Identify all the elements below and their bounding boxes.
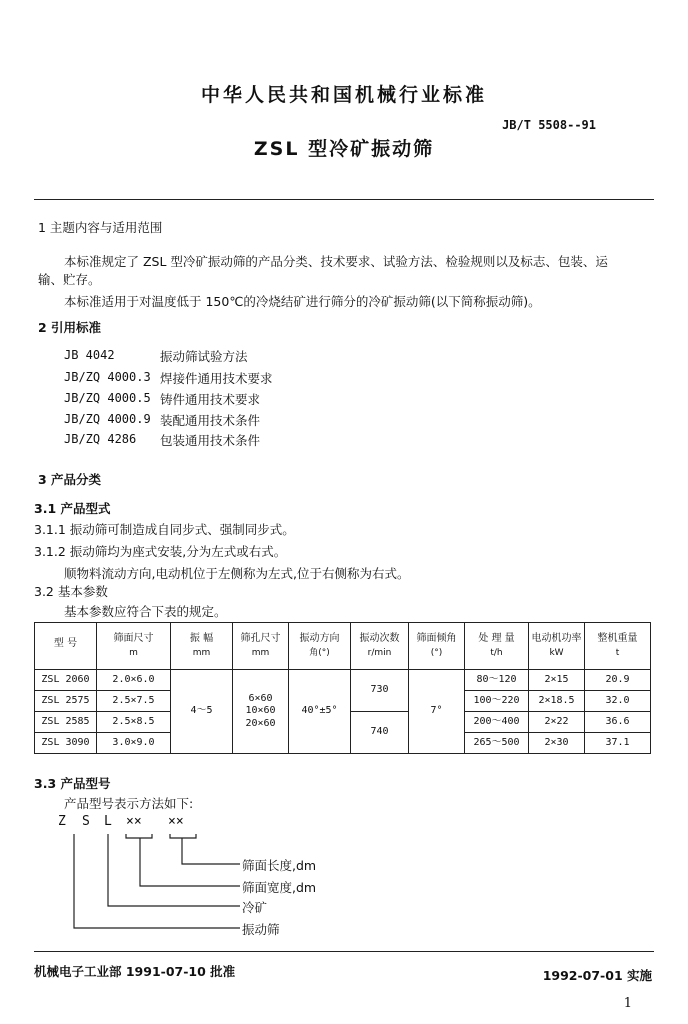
section-3-2-text: 基本参数应符合下表的规定。	[64, 604, 227, 619]
basic-parameters-table	[34, 622, 651, 754]
leader-screen-line	[74, 834, 240, 928]
col-header-motor-power: 电动机功率 kW	[529, 623, 585, 670]
hole-size-value: 10×60	[245, 705, 276, 717]
section-3-2-heading: 3.2 基本参数	[34, 584, 108, 599]
page-number: 1	[623, 996, 632, 1011]
bracket-width-line	[126, 834, 152, 838]
model-code-letter: ××	[126, 814, 142, 829]
col-header-capacity: 处 理 量 t/h	[465, 623, 529, 670]
ref-title: 装配通用技术条件	[160, 413, 261, 428]
model-code-letter: S	[82, 814, 90, 829]
cell-screen-size: 2.0×6.0	[97, 670, 171, 691]
section-3-1-heading: 3.1 产品型式	[34, 501, 111, 516]
col-header-amplitude: 振 幅 mm	[171, 623, 233, 670]
cell-weight: 36.6	[585, 712, 651, 733]
model-code-letter: L	[104, 814, 112, 829]
section-3-1-2: 3.1.2 振动筛均为座式安装,分为左式或右式。	[34, 544, 287, 559]
section-1-paragraph-1-cont: 输、贮存。	[38, 272, 101, 287]
cell-motor-power: 2×30	[529, 733, 585, 754]
leader-length-line	[182, 838, 240, 864]
cell-incline: 7°	[409, 670, 465, 754]
hole-size-value: 6×60	[248, 692, 273, 704]
model-code-letter: Z	[58, 814, 66, 829]
section-3-3-heading: 3.3 产品型号	[34, 776, 111, 791]
section-3-3-text: 产品型号表示方法如下:	[64, 796, 194, 811]
ref-title: 焊接件通用技术要求	[160, 371, 273, 386]
ref-code: JB/ZQ 4000.5	[64, 391, 151, 405]
cell-model: ZSL 3090	[35, 733, 97, 754]
leader-width-line	[140, 838, 240, 886]
cell-screen-size: 3.0×9.0	[97, 733, 171, 754]
section-1-paragraph-1: 本标准规定了 ZSL 型冷矿振动筛的产品分类、技术要求、试验方法、检验规则以及标志、包装、运	[64, 254, 608, 269]
col-header-vibration-frequency: 振动次数 r/min	[351, 623, 409, 670]
approval-statement: 机械电子工业部 1991-07-10 批准	[34, 964, 236, 979]
col-header-screen-size: 筛面尺寸 m	[97, 623, 171, 670]
ref-title: 铸件通用技术要求	[160, 392, 261, 407]
model-code-label: 筛面长度,dm	[242, 858, 317, 873]
cell-capacity: 80～120	[465, 670, 529, 691]
ref-code: JB/ZQ 4286	[64, 432, 137, 446]
effective-date: 1992-07-01 实施	[542, 968, 652, 983]
table-header-row	[35, 623, 651, 670]
col-header-screen-incline: 筛面倾角 (°)	[409, 623, 465, 670]
section-3-1-1: 3.1.1 振动筛可制造成自同步式、强制同步式。	[34, 522, 295, 537]
col-header-model: 型 号	[35, 623, 97, 670]
document-title: ZSL 型冷矿振动筛	[253, 138, 435, 160]
cell-weight: 20.9	[585, 670, 651, 691]
col-header-hole-size: 筛孔尺寸 mm	[233, 623, 289, 670]
leader-cold-ore-line	[108, 834, 240, 906]
cell-motor-power: 2×15	[529, 670, 585, 691]
model-code-letter: ××	[168, 814, 184, 829]
cell-capacity: 265～500	[465, 733, 529, 754]
ref-code: JB/ZQ 4000.9	[64, 412, 151, 426]
bracket-length-line	[170, 834, 196, 838]
cell-model: ZSL 2585	[35, 712, 97, 733]
ref-title: 包装通用技术条件	[160, 433, 261, 448]
cell-frequency: 740	[351, 712, 409, 754]
section-3-heading: 3 产品分类	[38, 472, 102, 487]
table-row	[35, 670, 651, 691]
cell-weight: 37.1	[585, 733, 651, 754]
cell-vibration-direction: 40°±5°	[289, 670, 351, 754]
cell-capacity: 100～220	[465, 691, 529, 712]
cell-screen-size: 2.5×7.5	[97, 691, 171, 712]
cell-capacity: 200～400	[465, 712, 529, 733]
ref-title: 振动筛试验方法	[160, 349, 248, 364]
cell-model: ZSL 2575	[35, 691, 97, 712]
footer-rule	[34, 951, 654, 952]
col-header-weight: 整机重量 t	[585, 623, 651, 670]
cell-screen-size: 2.5×8.5	[97, 712, 171, 733]
model-code-label: 冷矿	[242, 900, 268, 915]
model-code-label: 振动筛	[242, 922, 280, 937]
header-rule	[34, 199, 654, 200]
cell-model: ZSL 2060	[35, 670, 97, 691]
cell-hole-size	[233, 670, 289, 754]
ref-code: JB 4042	[64, 348, 115, 362]
model-code-label: 筛面宽度,dm	[242, 880, 317, 895]
col-header-vibration-direction: 振动方向 角(°)	[289, 623, 351, 670]
section-2-heading: 2 引用标准	[38, 320, 102, 335]
hole-size-value: 20×60	[245, 717, 276, 729]
cell-frequency: 730	[351, 670, 409, 712]
cell-amplitude: 4～5	[171, 670, 233, 754]
section-1-paragraph-2: 本标准适用于对温度低于 150℃的冷烧结矿进行筛分的冷矿振动筛(以下简称振动筛)。	[64, 294, 541, 309]
cell-motor-power: 2×18.5	[529, 691, 585, 712]
standard-org-heading: 中华人民共和国机械行业标准	[200, 84, 487, 106]
standard-code: JB/T 5508--91	[502, 118, 596, 132]
ref-code: JB/ZQ 4000.3	[64, 370, 151, 384]
cell-motor-power: 2×22	[529, 712, 585, 733]
section-3-1-2-cont: 顺物料流动方向,电动机位于左侧称为左式,位于右侧称为右式。	[64, 566, 410, 581]
section-1-heading: 1 主题内容与适用范围	[38, 220, 163, 235]
cell-weight: 32.0	[585, 691, 651, 712]
